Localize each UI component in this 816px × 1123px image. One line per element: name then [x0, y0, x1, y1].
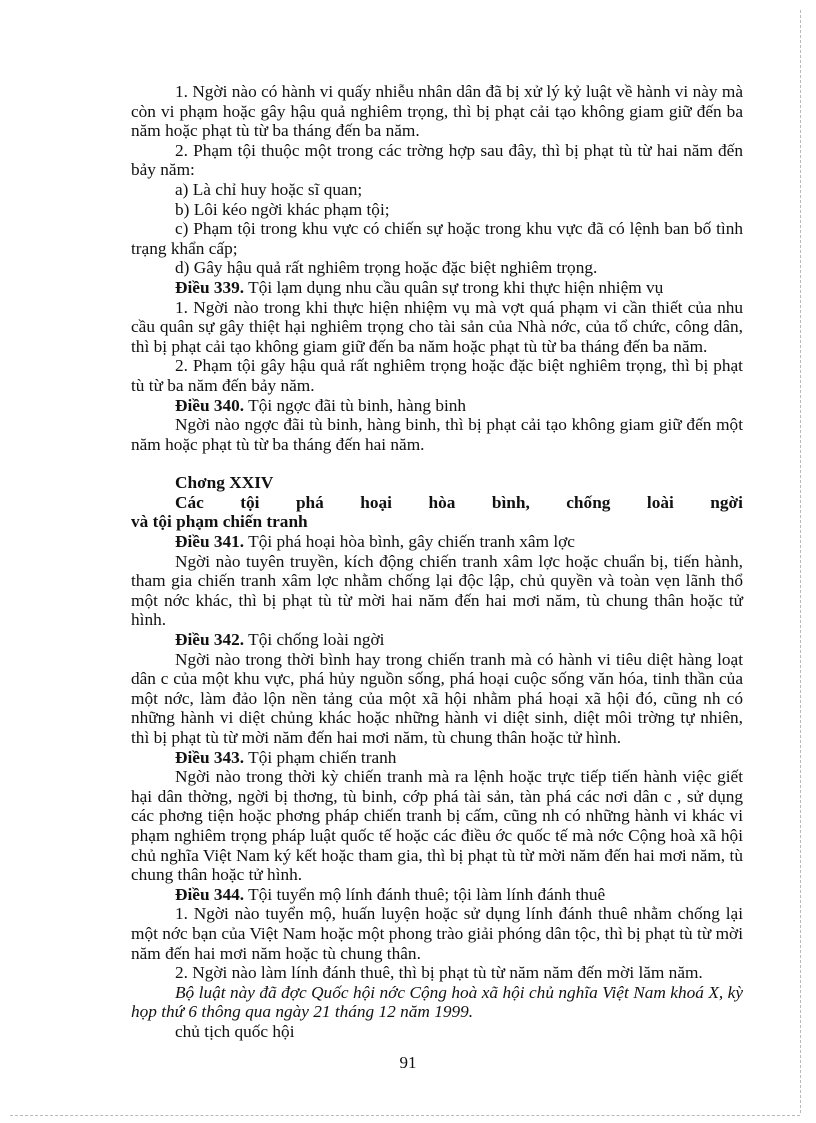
art343-number: Điều 343. [175, 747, 245, 767]
art344-title: Tội tuyển mộ lính đánh thuê; tội làm lính đánh thuê [244, 884, 606, 904]
chapter-title-word: phá [295, 492, 324, 512]
art342-number: Điều 342. [175, 630, 245, 650]
art343-body: Ngời nào trong thời kỳ chiến tranh mà ra lệnh hoặc trực tiếp tiến hành việc giết hại dân thờng, ngời bị thơng, tù binh, cớp phá tài sản, tàn phá các nơi dân c , sử dụng các phơng tiện hoặc phơng pháp chiến tranh bị cấm, cũng nh có những hành vi khác vi phạm nghiêm trọng pháp luật quốc tế hoặc các điều ớc quốc tế mà nớc Cộng hoà xã hội chủ nghĩa Việt Nam ký kết hoặc tham gia, thì bị phạt tù từ mời năm đến hai mơi năm, tù chung thân hoặc tử hình. [131, 767, 743, 885]
page-edge-bottom [10, 1115, 800, 1116]
chapter-label: Chơng XXIV [175, 473, 274, 493]
chapter-title-word: bình, [491, 492, 530, 512]
page-edge-right [800, 10, 801, 1113]
chapter-title-word: tội [240, 492, 260, 512]
art340-body: Ngời nào ngợc đãi tù binh, hàng binh, thì bị phạt cải tạo không giam giữ đến một năm hoặc phạt tù từ ba tháng đến hai năm. [131, 415, 743, 454]
chapter-title-word: Các [175, 492, 204, 512]
art344-clause-1: 1. Ngời nào tuyển mộ, huấn luyện hoặc sử dụng lính đánh thuê nhằm chống lại một nớc bạn của Việt Nam hoặc một phong trào giải phóng dân tộc, thì bị phạt tù từ mời năm đến hai mơi năm hoặc tù chung thân. [131, 904, 743, 963]
art339-clause-2: 2. Phạm tội gây hậu quả rất nghiêm trọng hoặc đặc biệt nghiêm trọng, thì bị phạt tù từ ba năm đến bảy năm. [131, 356, 743, 395]
art342-title: Tội chống loài ngời [244, 630, 385, 650]
chapter-title-word: ngời [710, 492, 743, 512]
art338-point-d: d) Gây hậu quả rất nghiêm trọng hoặc đặc biệt nghiêm trọng. [175, 258, 598, 278]
art338-point-b: b) Lôi kéo ngời khác phạm tội; [175, 199, 390, 219]
art343-heading [131, 748, 743, 768]
art338-point-a: a) Là chỉ huy hoặc sĩ quan; [175, 179, 363, 199]
chapter-title-word: loài [646, 492, 674, 512]
page-number: 91 [399, 1053, 417, 1072]
art339-number: Điều 339. [175, 277, 245, 297]
document-body [131, 82, 743, 1042]
art341-body: Ngời nào tuyên truyền, kích động chiến tranh xâm lợc hoặc chuẩn bị, tiến hành, tham gia chiến tranh xâm lợc nhằm chống lại độc lập, chủ quyền và toàn vẹn lãnh thổ một nớc khác, thì bị phạt tù từ mời hai năm đến hai mơi năm, tù chung thân hoặc tử hình. [131, 551, 743, 630]
art339-clause-1: 1. Ngời nào trong khi thực hiện nhiệm vụ mà vợt quá phạm vi cần thiết của nhu cầu quân sự gây thiệt hại nghiêm trọng cho tài sản của Nhà nớc, của tổ chức, công dân, thì bị phạt cải tạo không giam giữ đến ba năm hoặc phạt tù từ ba tháng đến ba năm. [131, 297, 743, 356]
art339-title: Tội lạm dụng nhu cầu quân sự trong khi thực hiện nhiệm vụ [244, 277, 664, 297]
chapter-title-word: chống [566, 492, 611, 512]
art344-clause-2: 2. Ngời nào làm lính đánh thuê, thì bị phạt tù từ năm năm đến mời lăm năm. [175, 963, 703, 983]
chapter-title [131, 493, 743, 532]
closing-statement: Bộ luật này đã đợc Quốc hội nớc Cộng hoà xã hội chủ nghĩa Việt Nam khoá X, kỳ họp thứ 6 thông qua ngày 21 tháng 12 năm 1999. [131, 982, 743, 1022]
art338-clause-1: 1. Ngời nào có hành vi quấy nhiễu nhân dân đã bị xử lý kỷ luật về hành vi này mà còn vi phạm hoặc gây hậu quả nghiêm trọng, thì bị phạt cải tạo không giam giữ đến ba năm hoặc phạt tù từ ba tháng đến ba năm. [131, 82, 743, 141]
art340-heading [131, 396, 743, 416]
art342-heading [131, 630, 743, 650]
chapter-title-word: hoại [360, 492, 392, 512]
art338-point-c: c) Phạm tội trong khu vực có chiến sự hoặc trong khu vực đã có lệnh ban bố tình trạng khẩn cấp; [131, 219, 743, 258]
art340-number: Điều 340. [175, 395, 245, 415]
art338-clause-2: 2. Phạm tội thuộc một trong các trờng hợp sau đây, thì bị phạt tù từ hai năm đến bảy năm: [131, 140, 743, 180]
art341-number: Điều 341. [175, 532, 245, 552]
art339-heading [131, 278, 743, 298]
chapter-title-line-2: và tội phạm chiến tranh [131, 512, 308, 532]
art340-title: Tội ngợc đãi tù binh, hàng binh [244, 395, 467, 415]
art344-number: Điều 344. [175, 884, 245, 904]
art341-heading [131, 532, 743, 552]
art343-title: Tội phạm chiến tranh [244, 747, 397, 767]
chapter-title-word: hòa [428, 492, 456, 512]
art342-body: Ngời nào trong thời bình hay trong chiến tranh mà có hành vi tiêu diệt hàng loạt dân c của một khu vực, phá hủy nguồn sống, phá hoại cuộc sống văn hóa, tinh thần của một nớc, làm đảo lộn nền tảng của một xã hội nhằm phá hoại xã hội đó, cũng nh có những hành vi diệt chủng khác hoặc những hành vi diệt sinh, diệt môi trờng tự nhiên, thì bị phạt tù từ mời năm đến hai mơi năm, tù chung thân hoặc tử hình. [131, 649, 743, 747]
art341-title: Tội phá hoại hòa bình, gây chiến tranh xâm lợc [244, 532, 575, 552]
chapter-title-line-1 [131, 493, 743, 513]
art344-heading [131, 885, 743, 905]
signature-title: chủ tịch quốc hội [175, 1021, 295, 1041]
